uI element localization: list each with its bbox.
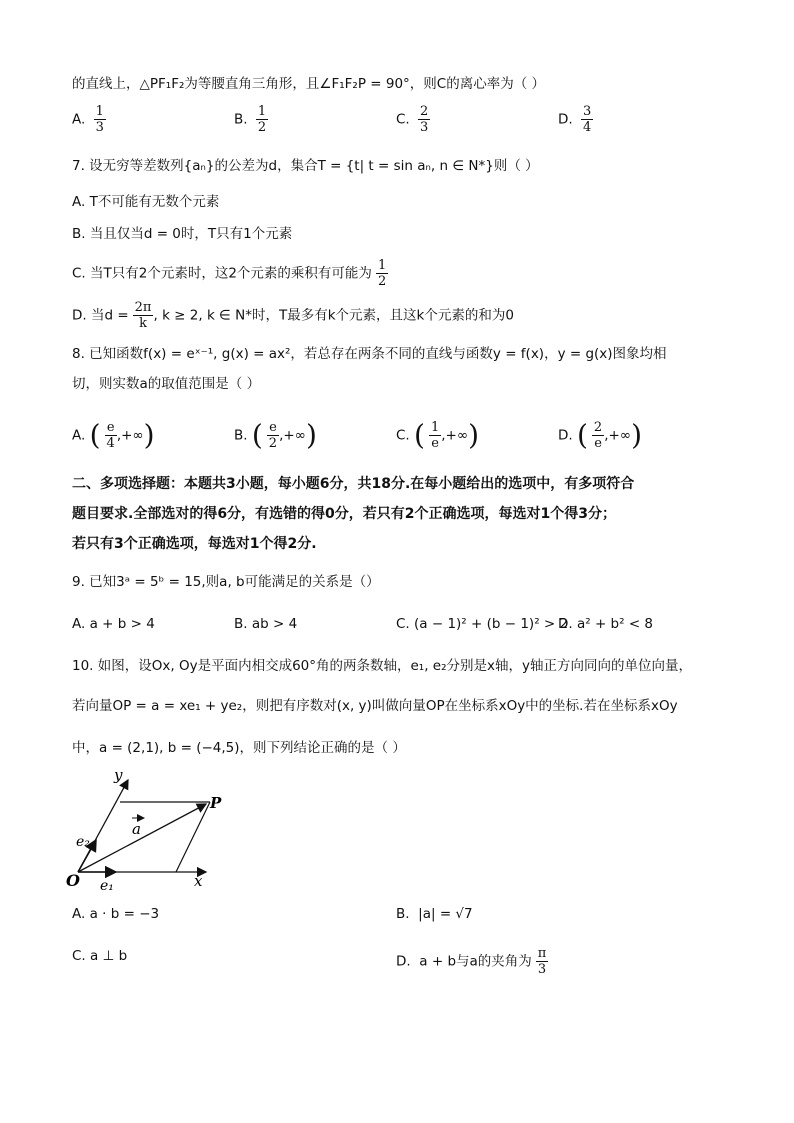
fraction: $\frac{1}{2}$ [377,258,387,289]
q6-option-c: C. $\frac{2}{3}$ [396,104,429,135]
label-p: P [210,794,222,812]
parallelogram-right-side [176,802,210,872]
q7-option-d: D. 当d = $\frac{2\pi}{k}$ , k ≥ 2, k ∈ N*时，T最多有k个元素，且这k个元素的和为0 [72,300,514,331]
q6-option-d: D. $\frac{3}{4}$ [558,104,592,135]
coordinate-figure [66,764,226,894]
q6-stem-tail: 的直线上，△PF₁F₂为等腰直角三角形，且∠F₁F₂P = 90°，则C的离心率为（ ） [72,76,546,92]
fraction: $\frac{e}{2}$ [268,420,278,451]
q6-option-b: B. $\frac{1}{2}$ [234,104,267,135]
q7-option-a: A. T不可能有无数个元素 [72,194,220,210]
q10-option-b: B. |a| = √7 [396,906,473,922]
q9-option-d: D. a² + b² < 8 [558,616,654,632]
label-e1: e₁ [100,878,114,894]
q9-option-c: C. (a − 1)² + (b − 1)² > 2 [396,616,569,632]
q6-option-a: A. $\frac{1}{3}$ [72,104,104,135]
q8-stem-line1: 8. 已知函数f(x) = eˣ⁻¹, g(x) = ax²，若总存在两条不同的直线与函数y = f(x)，y = g(x)图象均相 [72,346,667,362]
q10-stem-line3: 中，a = (2,1), b = (−4,5)，则下列结论正确的是（ ） [72,740,406,756]
q10-stem-line2: 若向量OP = a = xe₁ + ye₂，则把有序数对(x, y)叫做向量OP在坐标系xOy中的坐标.若在坐标系xOy [72,698,678,714]
section2-line2: 题目要求.全部选对的得6分，有选错的得0分，若只有2个正确选项，每选对1个得3分； [72,506,617,522]
q7-option-c: C. 当T只有2个元素时，这2个元素的乘积有可能为 $\frac{1}{2}$ [72,258,387,289]
q10-option-d: D. a + b与a的夹角为 $\frac{\pi}{3}$ [396,946,547,977]
q9-option-b: B. ab > 4 [234,616,298,632]
label-x: x [194,872,203,890]
fraction: $\frac{1}{2}$ [257,104,267,135]
q9-option-a: A. a + b > 4 [72,616,155,632]
q9-stem: 9. 已知3ᵃ = 5ᵇ = 15,则a, b可能满足的关系是（） [72,574,380,590]
fraction: $\frac{1}{3}$ [95,104,104,135]
label-y: y [114,766,123,784]
fraction: $\frac{2\pi}{k}$ [134,300,152,331]
section2-line3: 若只有3个正确选项，每选对1个得2分. [72,536,317,552]
fraction: $\frac{e}{4}$ [106,420,115,451]
fraction: $\frac{3}{4}$ [582,104,592,135]
label-e2: e₂ [76,834,90,850]
q8-stem-line2: 切，则实数a的取值范围是（ ） [72,376,261,392]
q8-option-a: A. ( $\frac{e}{4}$ ,+∞) [72,418,155,452]
q7-option-b: B. 当且仅当d = 0时，T只有1个元素 [72,226,293,242]
q8-option-d: D. ( $\frac{2}{e}$ ,+∞) [558,418,642,452]
fraction: $\frac{\pi}{3}$ [537,946,547,977]
fraction: $\frac{2}{3}$ [420,104,429,135]
fraction: $\frac{2}{e}$ [593,420,603,451]
q8-option-c: C. ( $\frac{1}{e}$ ,+∞) [396,418,480,452]
q10-option-c: C. a ⊥ b [72,948,128,964]
label-a: a [132,820,141,838]
q7-stem: 7. 设无穷等差数列{aₙ}的公差为d，集合T = {t| t = sin aₙ, n ∈ N*}则（ ） [72,158,539,174]
section2-line1: 二、多项选择题：本题共3小题，每小题6分，共18分.在每小题给出的选项中，有多项符合 [72,476,635,492]
q8-option-b: B. ( $\frac{e}{2}$ ,+∞) [234,418,317,452]
q10-option-a: A. a · b = −3 [72,906,160,922]
label-o: O [66,871,80,890]
fraction: $\frac{1}{e}$ [430,420,440,451]
q10-stem-line1: 10. 如图，设Ox, Oy是平面内相交成60°角的两条数轴，e₁, e₂分别是x轴，y轴正方向同向的单位向量， [72,658,692,674]
